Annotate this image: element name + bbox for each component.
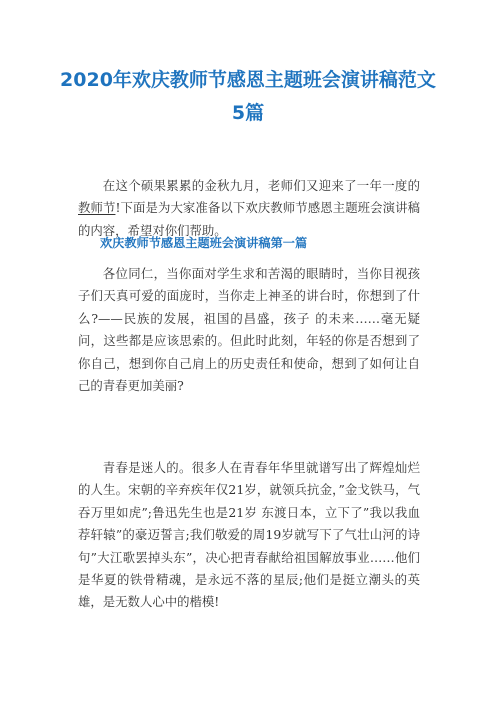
document-title: 2020年欢庆教师节感恩主题班会演讲稿范文5篇 (60, 69, 436, 124)
intro-underlined-term: 教师节 (78, 200, 116, 216)
intro-text-before: 在这个硕果累累的金秋九月，老师们又迎来了一年一度的 (102, 178, 420, 193)
intro-text-after: !下面是为大家准备以下欢庆教师节感恩主题班会演讲稿的内容，希望对你们帮助。 (78, 200, 421, 238)
body-paragraph-1: 各位同仁，当你面对学生求和苦渴的眼睛时，当你目视孩子们天真可爱的面庞时，当你走上神圣的讲台时，你想到了什么?——民族的发展，祖国的昌盛，孩子 的未来……毫无疑问，这些都是应该思索的。但此时此刻，年轻的你是否想到了你自己，想到你自己肩上的历史责任和使命，想到了如何让自己的青春更加美丽? (78, 266, 420, 394)
section-heading: 欢庆教师节感恩主题班会演讲稿第一篇 (100, 236, 308, 250)
body-paragraph-2: 青春是迷人的。很多人在青春年华里就谱写出了辉煌灿烂的人生。宋朝的辛弃疾年仅21岁，就领兵抗金，”金戈铁马，气吞万里如虎”;鲁迅先生也是21岁 东渡日本，立下了”我以我血荐轩辕”的豪迈誓言;我们敬爱的周19岁就写下了气壮山河的诗句”大江歌罢掉头东”，决心把青春献给祖国解放事业……他们 是华夏的铁骨精魂，是永远不落的星辰;他们是挺立潮头的英雄，是无数人心中的楷模! (78, 460, 420, 610)
